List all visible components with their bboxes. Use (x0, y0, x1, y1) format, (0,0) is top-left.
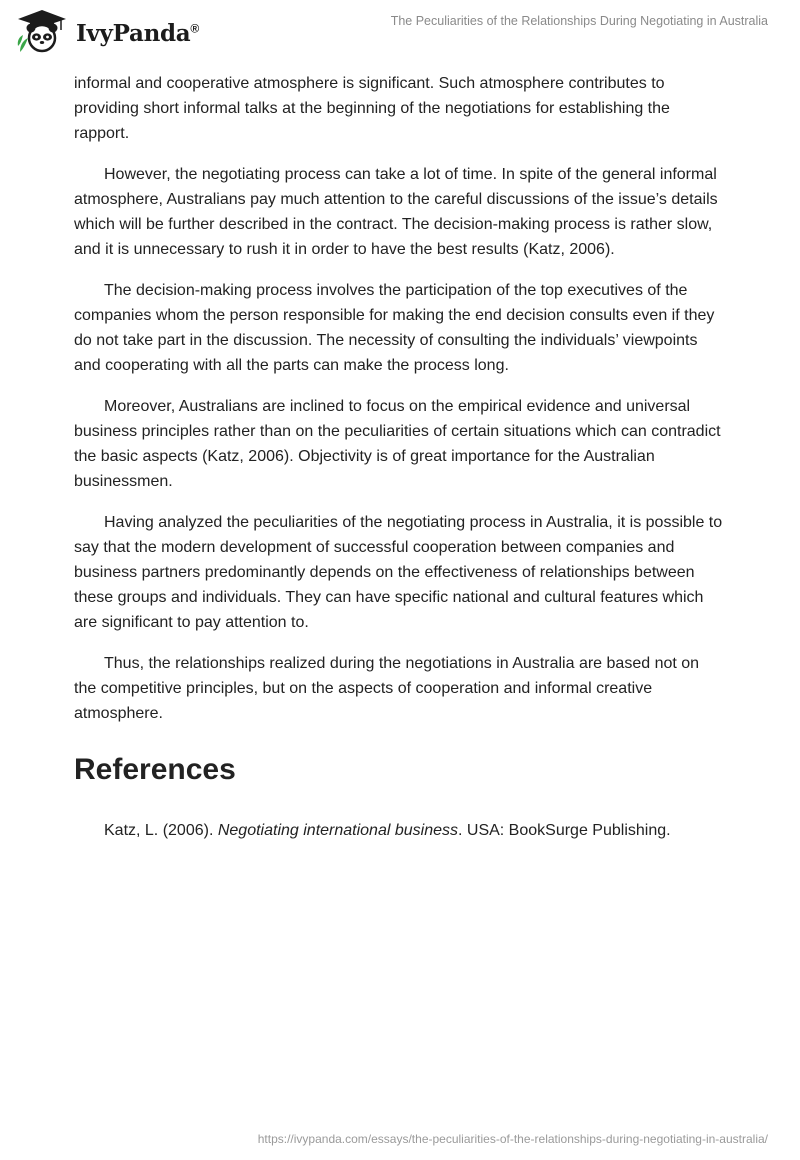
ivypanda-logo[interactable] (14, 8, 199, 54)
panda-graduate-icon (14, 8, 70, 54)
body-paragraph: Moreover, Australians are inclined to focus on the empirical evidence and universal business principles rather than on the peculiarities of certain situations which can contradict the basic aspects (Katz, 2006). Objectivity is of great importance for the Australian businessmen. (74, 398, 721, 490)
page-header (0, 0, 800, 70)
references-heading: References (74, 753, 236, 786)
reference-entry (74, 818, 724, 843)
body-paragraph: Thus, the relationships realized during the negotiations in Australia are based not on the competitive principles, but on the aspects of cooperation and informal creative atmosphere. (74, 655, 700, 722)
reference-publisher: . USA: BookSurge Publishing. (458, 822, 671, 839)
source-url[interactable]: https://ivypanda.com/essays/the-peculiarities-of-the-relationships-during-negotiating-in-australia/ (257, 1132, 768, 1146)
body-paragraph: The decision-making process involves the participation of the top executives of the companies whom the person responsible for making the end decision consults even if they do not take part in the discussion. The necessity of consulting the individuals’ viewpoints and cooperating with all the parts can make the process long. (74, 282, 715, 374)
body-paragraph: However, the negotiating process can take a lot of time. In spite of the general informal atmosphere, Australians pay much attention to the careful discussions of the issue’s details which will be further described in the contract. The decision-making process is rather slow, and it is unnecessary to rush it in order to have the best results (Katz, 2006). (74, 166, 718, 258)
reference-author: Katz, L. (2006). (104, 822, 218, 839)
essay-body (74, 71, 724, 843)
body-paragraph: informal and cooperative atmosphere is significant. Such atmosphere contributes to providing short informal talks at the beginning of the negotiations for establishing the rapport. (74, 75, 670, 142)
document-title: The Peculiarities of the Relationships During Negotiating in Australia (390, 14, 768, 28)
reference-title: Negotiating international business (217, 822, 458, 839)
logo-text: IvyPanda® (76, 19, 199, 47)
body-paragraph: Having analyzed the peculiarities of the negotiating process in Australia, it is possible to say that the modern development of successful cooperation between companies and business partners predominantly depends on the effectiveness of relationships between these groups and individuals. They can have specific national and cultural features which are significant to pay attention to. (74, 514, 723, 631)
